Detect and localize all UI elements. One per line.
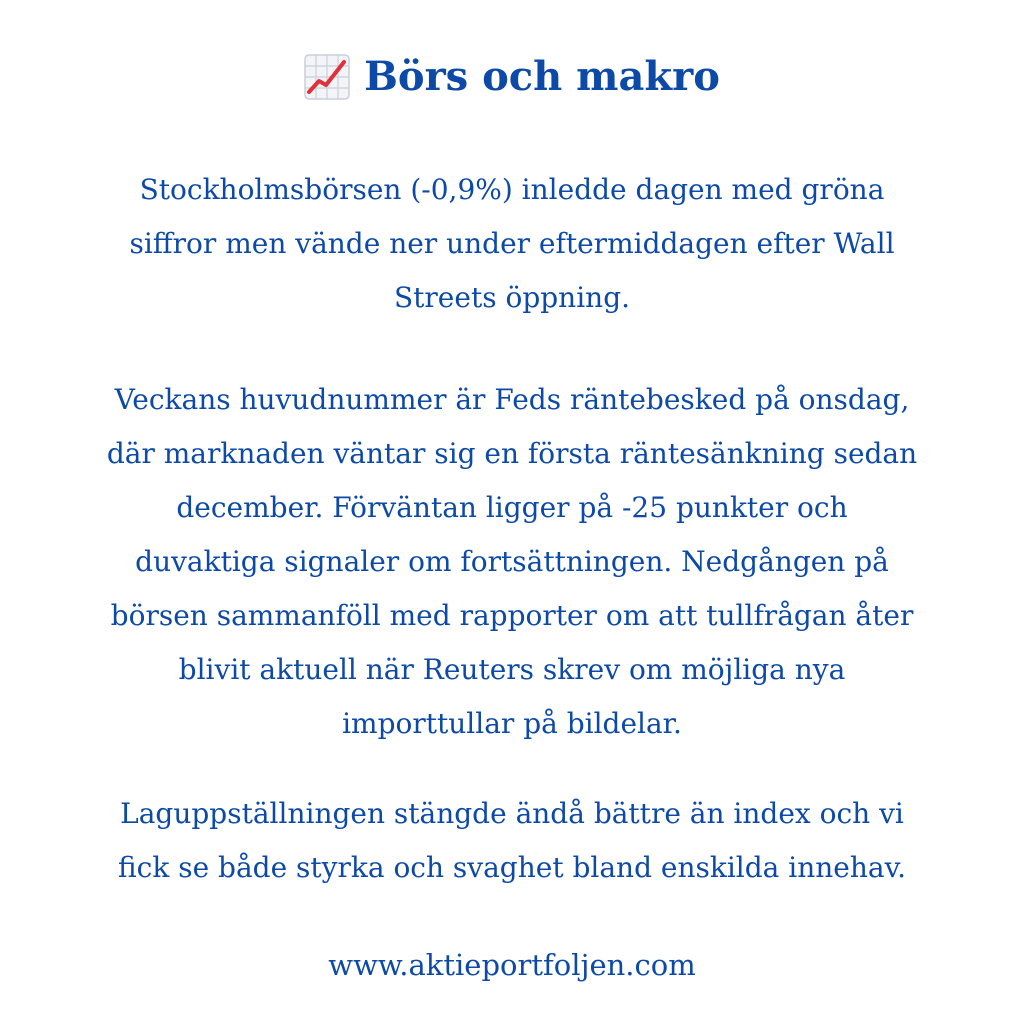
paragraph-line: duvaktiga signaler om fortsättningen. Nedgången på — [135, 545, 889, 578]
paragraph-market-open — [0, 163, 1024, 325]
paragraph-line: börsen sammanföll med rapporter om att tullfrågan åter — [110, 599, 914, 632]
paragraph-line: importtullar på bildelar. — [342, 707, 682, 740]
paragraph-line: siffror men vände ner under eftermiddagen efter Wall — [129, 227, 895, 260]
paragraph-line: Veckans huvudnummer är Feds räntebesked på onsdag, — [114, 383, 910, 416]
paragraph-lineup — [0, 787, 1024, 895]
paragraph-line: blivit aktuell när Reuters skrev om möjliga nya — [178, 653, 846, 686]
paragraph-fed-decision — [0, 373, 1024, 751]
website-url: www.aktieportfoljen.com — [328, 948, 696, 982]
page-title: Börs och makro — [364, 53, 720, 100]
paragraph-line: Streets öppning. — [393, 281, 631, 314]
paragraph-line: där marknaden väntar sig en första räntesänkning sedan — [106, 437, 918, 470]
chart-increasing-icon — [304, 54, 350, 100]
paragraph-line: Laguppställningen stängde ändå bättre än index och vi — [120, 797, 904, 830]
paragraph-line: fick se både styrka och svaghet bland enskilda innehav. — [117, 851, 906, 884]
paragraph-line: december. Förväntan ligger på -25 punkter och — [176, 491, 848, 524]
paragraph-line: Stockholmsbörsen (-0,9%) inledde dagen med gröna — [139, 173, 885, 206]
title-row — [0, 44, 1024, 110]
